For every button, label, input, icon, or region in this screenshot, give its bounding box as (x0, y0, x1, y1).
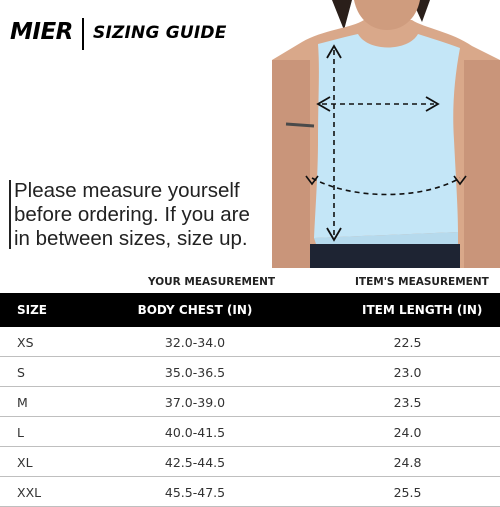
size-table-rows (0, 327, 500, 507)
size-cell: XXL (17, 485, 42, 500)
your-measurement-label: YOUR MEASUREMENT (148, 276, 276, 288)
table-row (0, 477, 500, 507)
chest-cell: 37.0-39.0 (164, 395, 226, 410)
page-title: SIZING GUIDE (93, 23, 227, 43)
length-cell: 24.8 (393, 455, 422, 470)
table-header (0, 293, 500, 327)
model-photo (272, 0, 500, 268)
size-cell: XL (17, 455, 33, 470)
length-cell: 25.5 (393, 485, 422, 500)
measure-note: Please measure yourself before ordering. If you are in between sizes, size up. (14, 179, 250, 250)
table-row (0, 327, 500, 357)
header-body-chest: BODY CHEST (IN) (137, 303, 253, 317)
length-cell: 24.0 (393, 425, 422, 440)
chest-cell: 40.0-41.5 (164, 425, 226, 440)
tank-top (314, 34, 460, 238)
size-cell: XS (17, 335, 34, 350)
chest-cell: 42.5-44.5 (164, 455, 226, 470)
model-pants (310, 244, 460, 268)
model-tattoo (286, 124, 314, 126)
size-cell: S (17, 365, 25, 380)
length-cell: 22.5 (393, 335, 422, 350)
brand-logo: MIER (10, 19, 73, 45)
table-row (0, 357, 500, 387)
table-row (0, 417, 500, 447)
items-measurement-label: ITEM'S MEASUREMENT (355, 276, 489, 288)
table-row (0, 447, 500, 477)
size-cell: L (17, 425, 24, 440)
table-row (0, 387, 500, 417)
length-cell: 23.5 (393, 395, 422, 410)
chest-cell: 32.0-34.0 (164, 335, 226, 350)
note-accent-bar (9, 180, 11, 249)
header-item-length: ITEM LENGTH (IN) (362, 303, 483, 317)
header-divider (82, 18, 84, 50)
model-hair (332, 0, 352, 30)
chest-cell: 45.5-47.5 (164, 485, 226, 500)
header-size: SIZE (17, 303, 48, 317)
chest-cell: 35.0-36.5 (164, 365, 226, 380)
size-cell: M (17, 395, 28, 410)
length-cell: 23.0 (393, 365, 422, 380)
